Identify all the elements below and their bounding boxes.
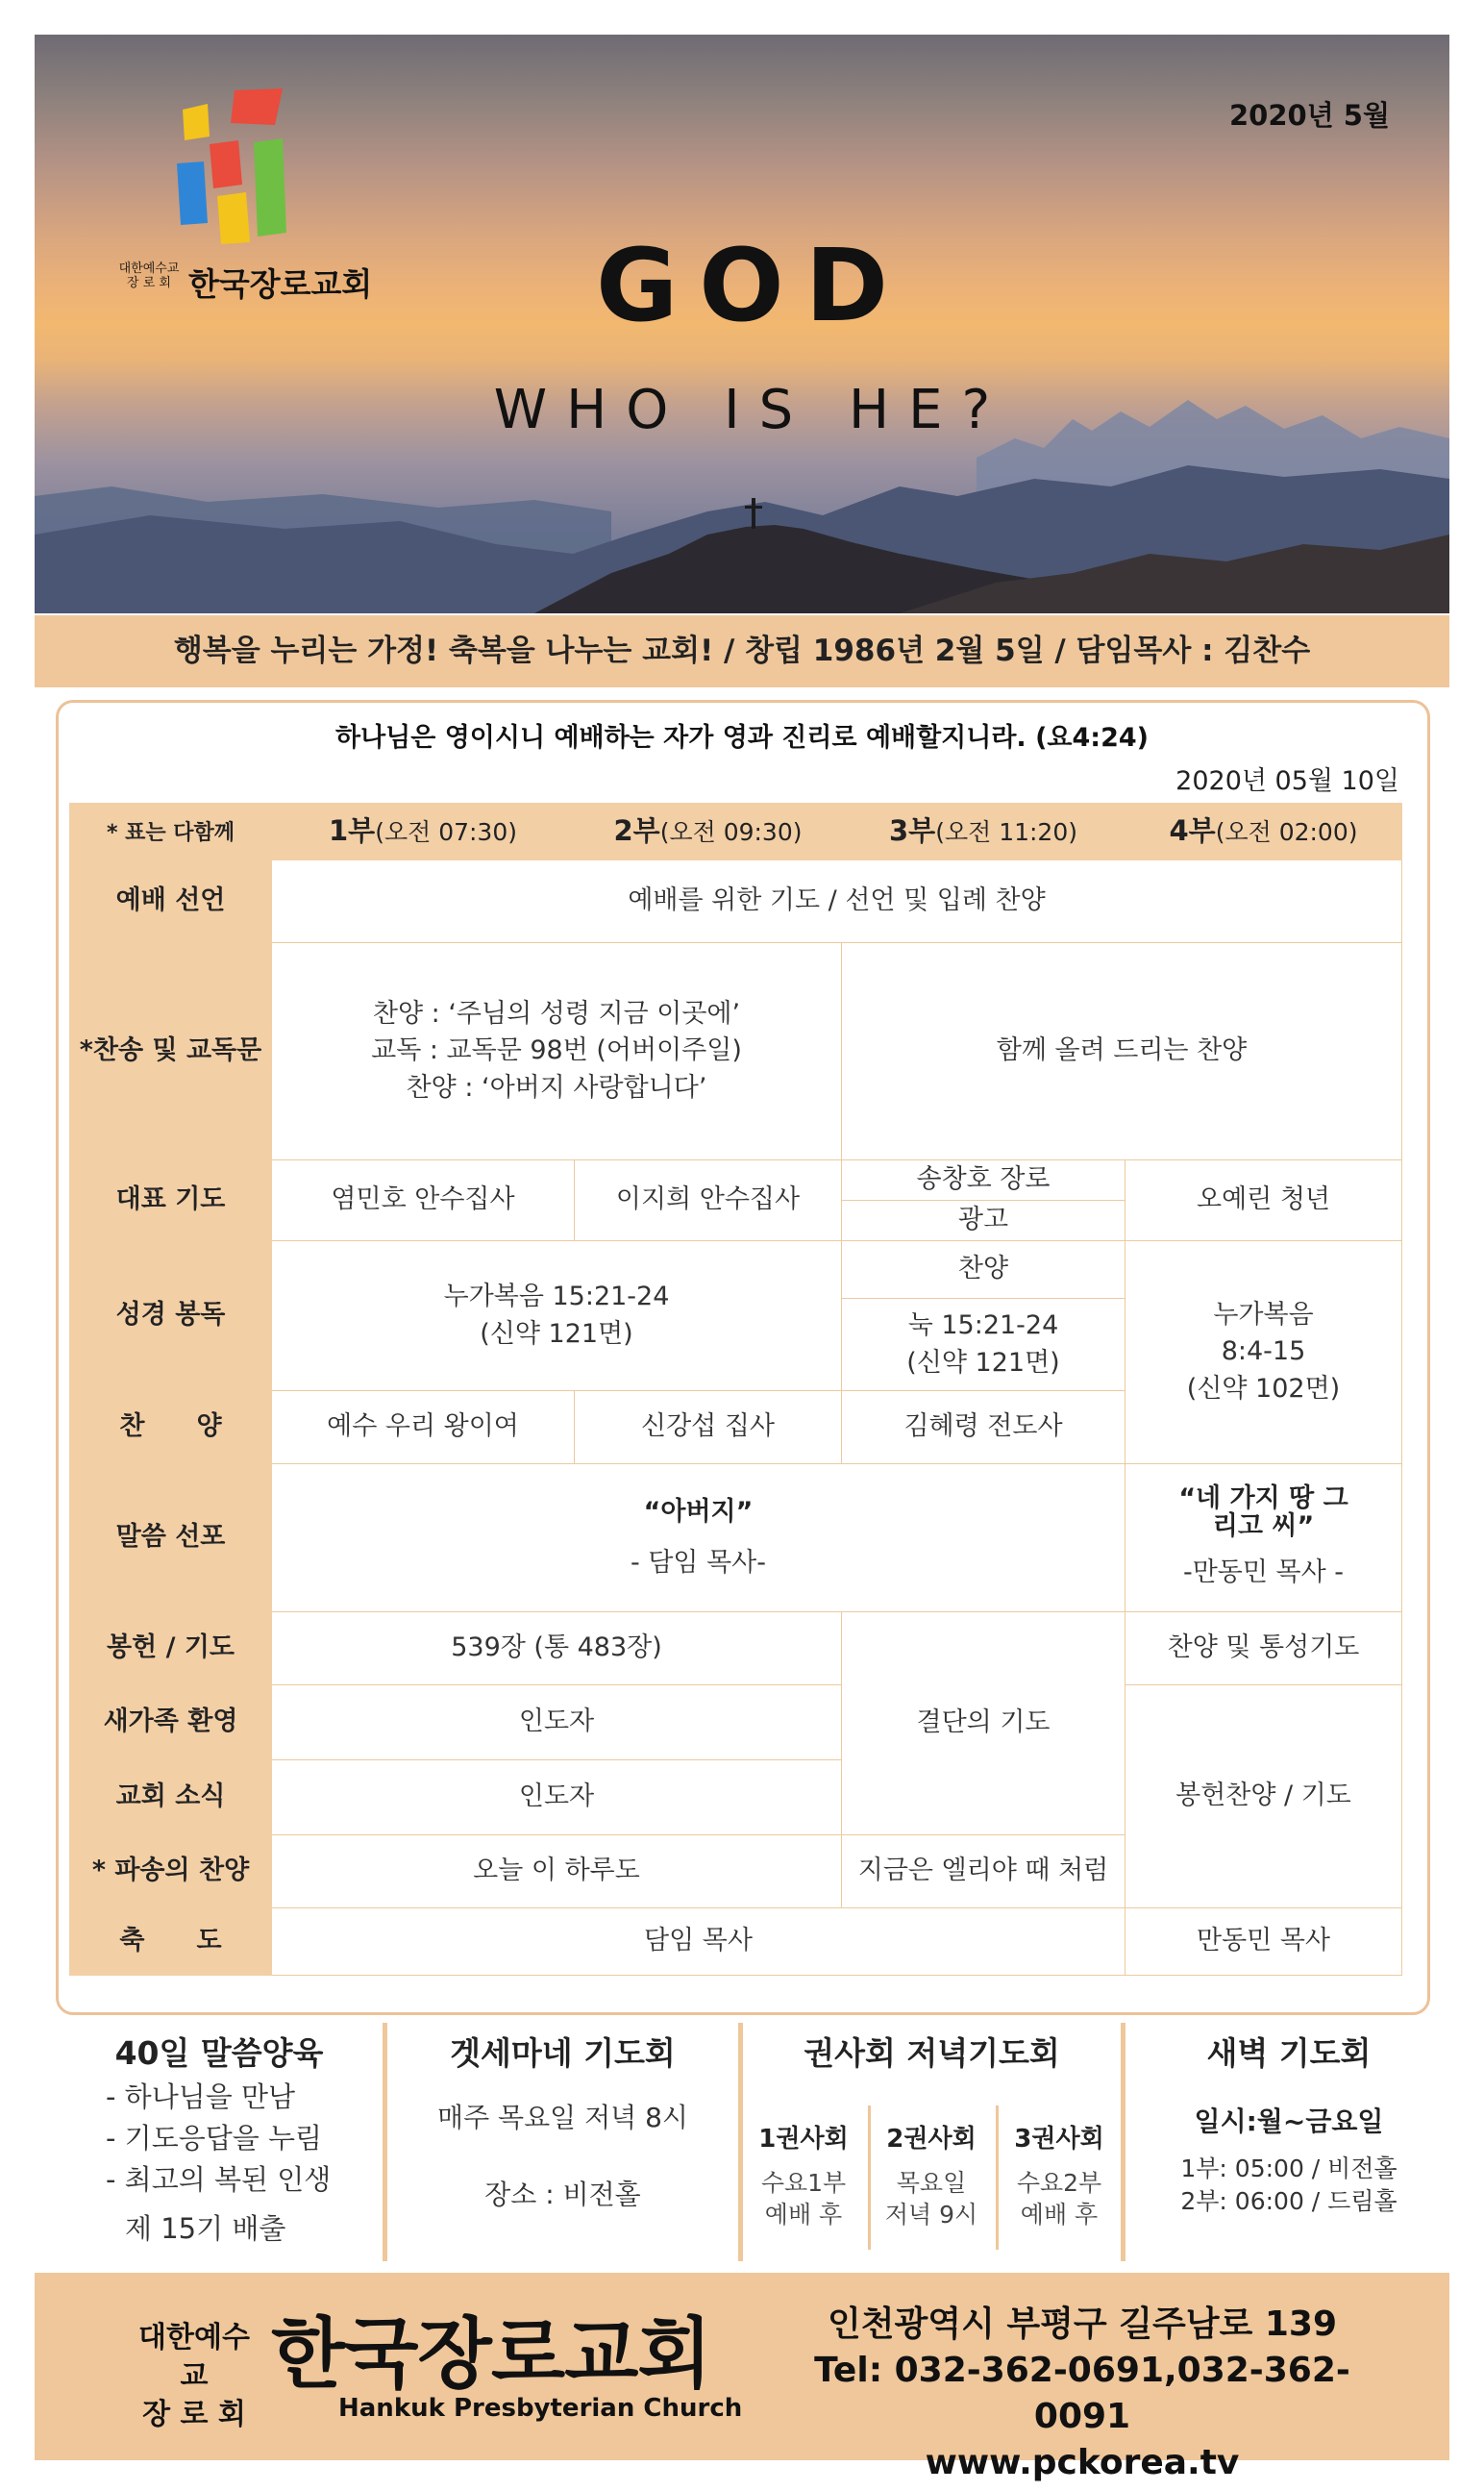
footer-church-name-en: Hankuk Presbyterian Church [338, 2394, 743, 2423]
header-service-2: 2부(오전 09:30) [575, 804, 842, 860]
prayer-service-3: 송창호 장로 [842, 1160, 1125, 1201]
blessing-main: 담임 목사 [272, 1908, 1125, 1976]
service-date: 2020년 05월 10일 [1175, 766, 1399, 796]
hymn-service-4: 함께 올려 드리는 찬양 [842, 943, 1402, 1160]
footer [35, 2273, 1449, 2482]
info-evening-prayer: 권사회 저녁기도회 1권사회 수요1부 예배 후 2권사회 목요일 저녁 9시 3권사회 수요2부 예배 후 [743, 2023, 1121, 2261]
news-service-12: 인도자 [272, 1760, 842, 1835]
row-prayer [70, 1160, 1402, 1201]
evening-prayer-group-3: 3권사회 수요2부 예배 후 [1014, 2125, 1104, 2229]
bible-service-4: 누가복음 8:4-15 (신약 102면) [1125, 1241, 1402, 1464]
sending-service-3: 지금은 엘리야 때 처럼 [842, 1835, 1125, 1908]
offering-service-12: 539장 (통 483장) [272, 1612, 842, 1685]
row-sermon [70, 1464, 1402, 1612]
bulletin-month: 2020년 5월 [1228, 99, 1390, 132]
footer-denomination: 대한예수교 장 로 회 [138, 2321, 250, 2431]
label-prayer: 대표 기도 [70, 1160, 272, 1241]
footer-tel: Tel: 032-362-0691,032-362-0091 [814, 2351, 1350, 2436]
row-blessing [70, 1908, 1402, 1976]
list-item: - 최고의 복된 인생 [106, 2163, 332, 2196]
footer-website[interactable]: www.pckorea.tv [925, 2443, 1240, 2482]
footer-contact [775, 2302, 1390, 2486]
info-gethsemane-prayer: 겟세마네 기도회 매주 목요일 저녁 8시 장소 : 비전홀 [437, 2034, 688, 2210]
prayer-service-2: 이지희 안수집사 [575, 1160, 842, 1241]
label-blessing: 축 도 [70, 1908, 272, 1976]
footer-church-name: 한국장로교회 [271, 2309, 711, 2399]
hero-banner [35, 35, 1449, 613]
label-declaration: 예배 선언 [70, 860, 272, 943]
offering-service-4: 찬양 및 통성기도 [1125, 1612, 1402, 1685]
sermon-main: “아버지” - 담임 목사- [272, 1464, 1125, 1612]
divider [868, 2105, 871, 2250]
offering-prayer-service-4: 봉헌찬양 / 기도 [1125, 1685, 1402, 1908]
label-news: 교회 소식 [70, 1760, 272, 1835]
label-welcome: 새가족 환영 [70, 1685, 272, 1760]
divider [996, 2105, 999, 2250]
sermon-service-4: “네 가지 땅 그리고 씨” -만동민 목사 - [1125, 1464, 1402, 1612]
hero-subtitle: WHO IS HE? [493, 379, 1010, 441]
scripture-verse: 하나님은 영이시니 예배하는 자가 영과 진리로 예배할지니라. (요4:24) [334, 723, 1150, 753]
label-hymn: *찬송 및 교독문 [70, 943, 272, 1160]
evening-prayer-group-1: 1권사회 수요1부 예배 후 [758, 2125, 849, 2229]
praise-service-2: 신강섭 집사 [575, 1391, 842, 1464]
graduation-note: 제 15기 배출 [125, 2212, 286, 2245]
decision-prayer: 결단의 기도 [842, 1612, 1125, 1835]
hero-title: GOD [595, 227, 910, 344]
list-item: - 기도응답을 누림 [106, 2122, 322, 2155]
label-sending: * 파송의 찬양 [70, 1835, 272, 1908]
schedule-header-row [70, 804, 1402, 860]
prayer-service-4: 오예린 청년 [1125, 1160, 1402, 1241]
row-welcome [70, 1685, 1402, 1760]
header-service-4: 4부(오전 02:00) [1125, 804, 1402, 860]
sending-service-12: 오늘 이 하루도 [272, 1835, 842, 1908]
prayer-service-1: 염민호 안수집사 [272, 1160, 575, 1241]
label-offering: 봉헌 / 기도 [70, 1612, 272, 1685]
logo-denomination: 대한예수교 장 로 회 [118, 262, 180, 290]
declaration-all: 예배를 위한 기도 / 선언 및 입례 찬양 [272, 860, 1402, 943]
praise-service-1: 예수 우리 왕이여 [272, 1391, 575, 1464]
info-dawn-prayer: 새벽 기도회 일시:월~금요일 1부: 05:00 / 비전홀 2부: 06:00 / 드림홀 [1180, 2034, 1397, 2215]
row-declaration [70, 860, 1402, 943]
blessing-service-4: 만동민 목사 [1125, 1908, 1402, 1976]
header-service-3: 3부(오전 11:20) [842, 804, 1125, 860]
header-service-1: 1부(오전 07:30) [272, 804, 575, 860]
label-bible: 성경 봉독 [70, 1241, 272, 1391]
row-bible [70, 1241, 1402, 1299]
evening-prayer-group-2: 2권사회 목요일 저녁 9시 [884, 2125, 978, 2229]
hymn-main: 찬양 : ‘주님의 성령 지금 이곳에’ 교독 : 교독문 98번 (어버이주일) 찬양 : ‘아버지 사랑합니다’ [272, 943, 842, 1160]
church-logo [92, 88, 373, 303]
row-hymn [70, 943, 1402, 1160]
label-praise: 찬 양 [70, 1391, 272, 1464]
worship-schedule-table [69, 803, 1402, 1976]
bible-service-12: 누가복음 15:21-24 (신약 121면) [272, 1241, 842, 1391]
welcome-service-12: 인도자 [272, 1685, 842, 1760]
announcement-service-3: 광고 [842, 1201, 1125, 1241]
logo-church-name: 한국장로교회 [188, 265, 373, 303]
bible-service-3: 눅 15:21-24 (신약 121면) [842, 1299, 1125, 1391]
praise-service-3: 찬양 [842, 1241, 1125, 1299]
praise-service-3-leader: 김혜령 전도사 [842, 1391, 1125, 1464]
church-tagline: 행복을 누리는 가정! 축복을 나누는 교회! / 창립 1986년 2월 5일 / 담임목사 : 김찬수 [35, 615, 1449, 687]
footer-address: 인천광역시 부평구 길주남로 139 [827, 2304, 1338, 2344]
header-note: * 표는 다함께 [70, 804, 272, 860]
row-offering [70, 1612, 1402, 1685]
church-logo-icon [175, 88, 290, 252]
label-sermon: 말씀 선포 [70, 1464, 272, 1612]
list-item: - 하나님을 만남 [106, 2080, 295, 2113]
info-word-training: 40일 말씀양육 - 하나님을 만남 - 기도응답을 누림 - 최고의 복된 인생 제 15기 배출 [56, 2023, 383, 2261]
